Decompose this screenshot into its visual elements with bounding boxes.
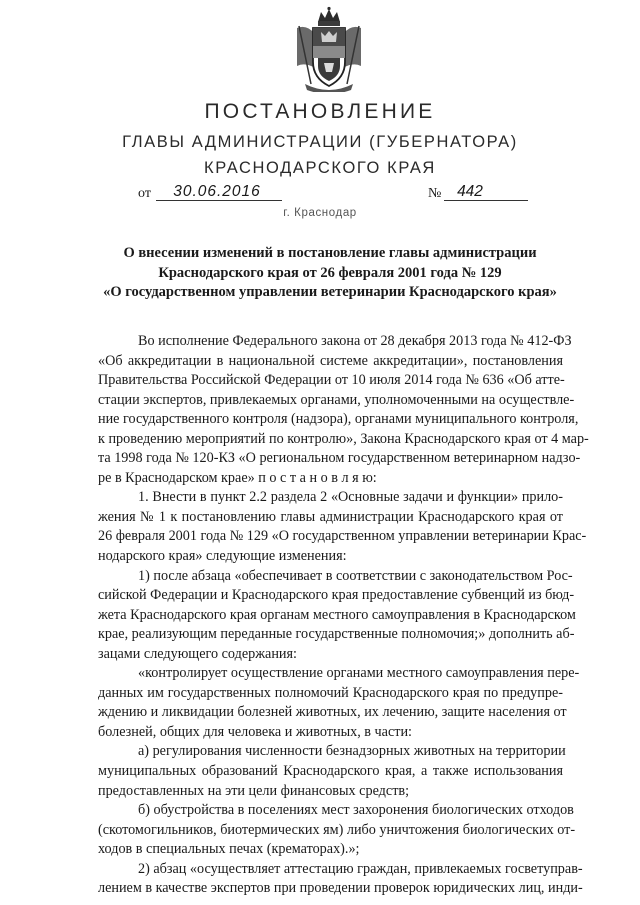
- body-line: нодарского края» следующие изменения:: [98, 548, 347, 565]
- body-line: «Об аккредитации в национальной системе аккредитации», постановления: [98, 352, 563, 369]
- body-line: 26 февраля 2001 года № 129 «О государственном управлении ветеринарии Крас-: [98, 528, 587, 545]
- body-line: жета Краснодарского края органам местного самоуправления в Краснодарском: [98, 606, 576, 623]
- number-value: 442: [457, 183, 483, 200]
- body-line: а) регулирования численности безнадзорных животных на территории: [138, 743, 566, 760]
- number-underline: [444, 200, 528, 201]
- body-line: ре в Краснодарском крае» п о с т а н о в л я ю:: [98, 469, 377, 486]
- date-underline: [156, 200, 282, 201]
- document-title: [80, 244, 580, 303]
- body-line: муниципальных образований Краснодарского края, а также использования: [98, 763, 563, 780]
- body-line: Во исполнение Федерального закона от 28 декабря 2013 года № 412-ФЗ: [138, 333, 572, 349]
- document-body: [98, 332, 589, 899]
- body-line: та 1998 года № 120-КЗ «О региональном государственном ветеринарном надзо-: [98, 450, 581, 467]
- coat-of-arms-icon: [291, 6, 367, 92]
- body-line: 1. Внести в пункт 2.2 раздела 2 «Основные задачи и функции» прило-: [138, 489, 563, 506]
- body-line: ние государственного контроля (надзора), органами муниципального контроля,: [98, 411, 579, 428]
- body-line: предоставленных на эти цели финансовых средств;: [98, 782, 410, 799]
- authority-heading-line2: КРАСНОДАРСКОГО КРАЯ: [204, 159, 436, 177]
- body-line: к проведению мероприятий по контролю», Закона Краснодарского края от 4 мар-: [98, 430, 589, 447]
- body-line: б) обустройства в поселениях мест захоронения биологических отходов: [138, 802, 574, 819]
- body-line: сийской Федерации и Краснодарского края предоставление субвенций из бюд-: [98, 587, 575, 604]
- body-line: 2) абзац «осуществляет аттестацию граждан, привлекаемых госветуправ-: [138, 860, 583, 877]
- authority-heading-line1: ГЛАВЫ АДМИНИСТРАЦИИ (ГУБЕРНАТОРА): [122, 133, 518, 151]
- title-line: О внесении изменений в постановление главы администрации: [123, 245, 537, 261]
- city-label: г. Краснодар: [283, 207, 357, 219]
- body-line: крае, реализующим переданные государственные полномочия;» дополнить аб-: [98, 626, 575, 643]
- body-line: «контролирует осуществление органами местного самоуправления пере-: [138, 665, 580, 682]
- date-label: от: [138, 186, 151, 201]
- body-line: (скотомогильников, биотермических ям) либо уничтожения биологических от-: [98, 821, 576, 838]
- body-line: лением в качестве экспертов при проведении проверок юридических лиц, инди-: [98, 880, 583, 897]
- number-label: №: [428, 186, 442, 201]
- date-number-row: [0, 184, 640, 208]
- body-line: зацами следующего содержания:: [98, 645, 297, 662]
- body-line: данных им государственных полномочий Краснодарского края по предупре-: [98, 684, 563, 701]
- body-line: Правительства Российской Федерации от 10 июля 2014 года № 636 «Об атте-: [98, 372, 565, 389]
- document-type-heading: ПОСТАНОВЛЕНИЕ: [204, 100, 436, 123]
- title-line: Краснодарского края от 26 февраля 2001 года № 129: [158, 264, 502, 281]
- body-line: болезней, общих для человека и животных, в части:: [98, 723, 413, 740]
- body-line: 1) после абзаца «обеспечивает в соответствии с законодательством Рос-: [138, 567, 573, 584]
- body-line: ждению и ликвидации болезней животных, их лечению, защите населения от: [98, 704, 567, 721]
- body-line: стации экспертов, привлекаемых органами, уполномоченными на осуществле-: [98, 391, 575, 408]
- title-line: «О государственном управлении ветеринарии Краснодарского края»: [103, 284, 557, 300]
- body-line: ходов в специальных печах (крематорах).»;: [98, 841, 360, 858]
- body-line: жения № 1 к постановлению главы администрации Краснодарского края от: [98, 508, 563, 525]
- date-value: 30.06.2016: [173, 183, 261, 200]
